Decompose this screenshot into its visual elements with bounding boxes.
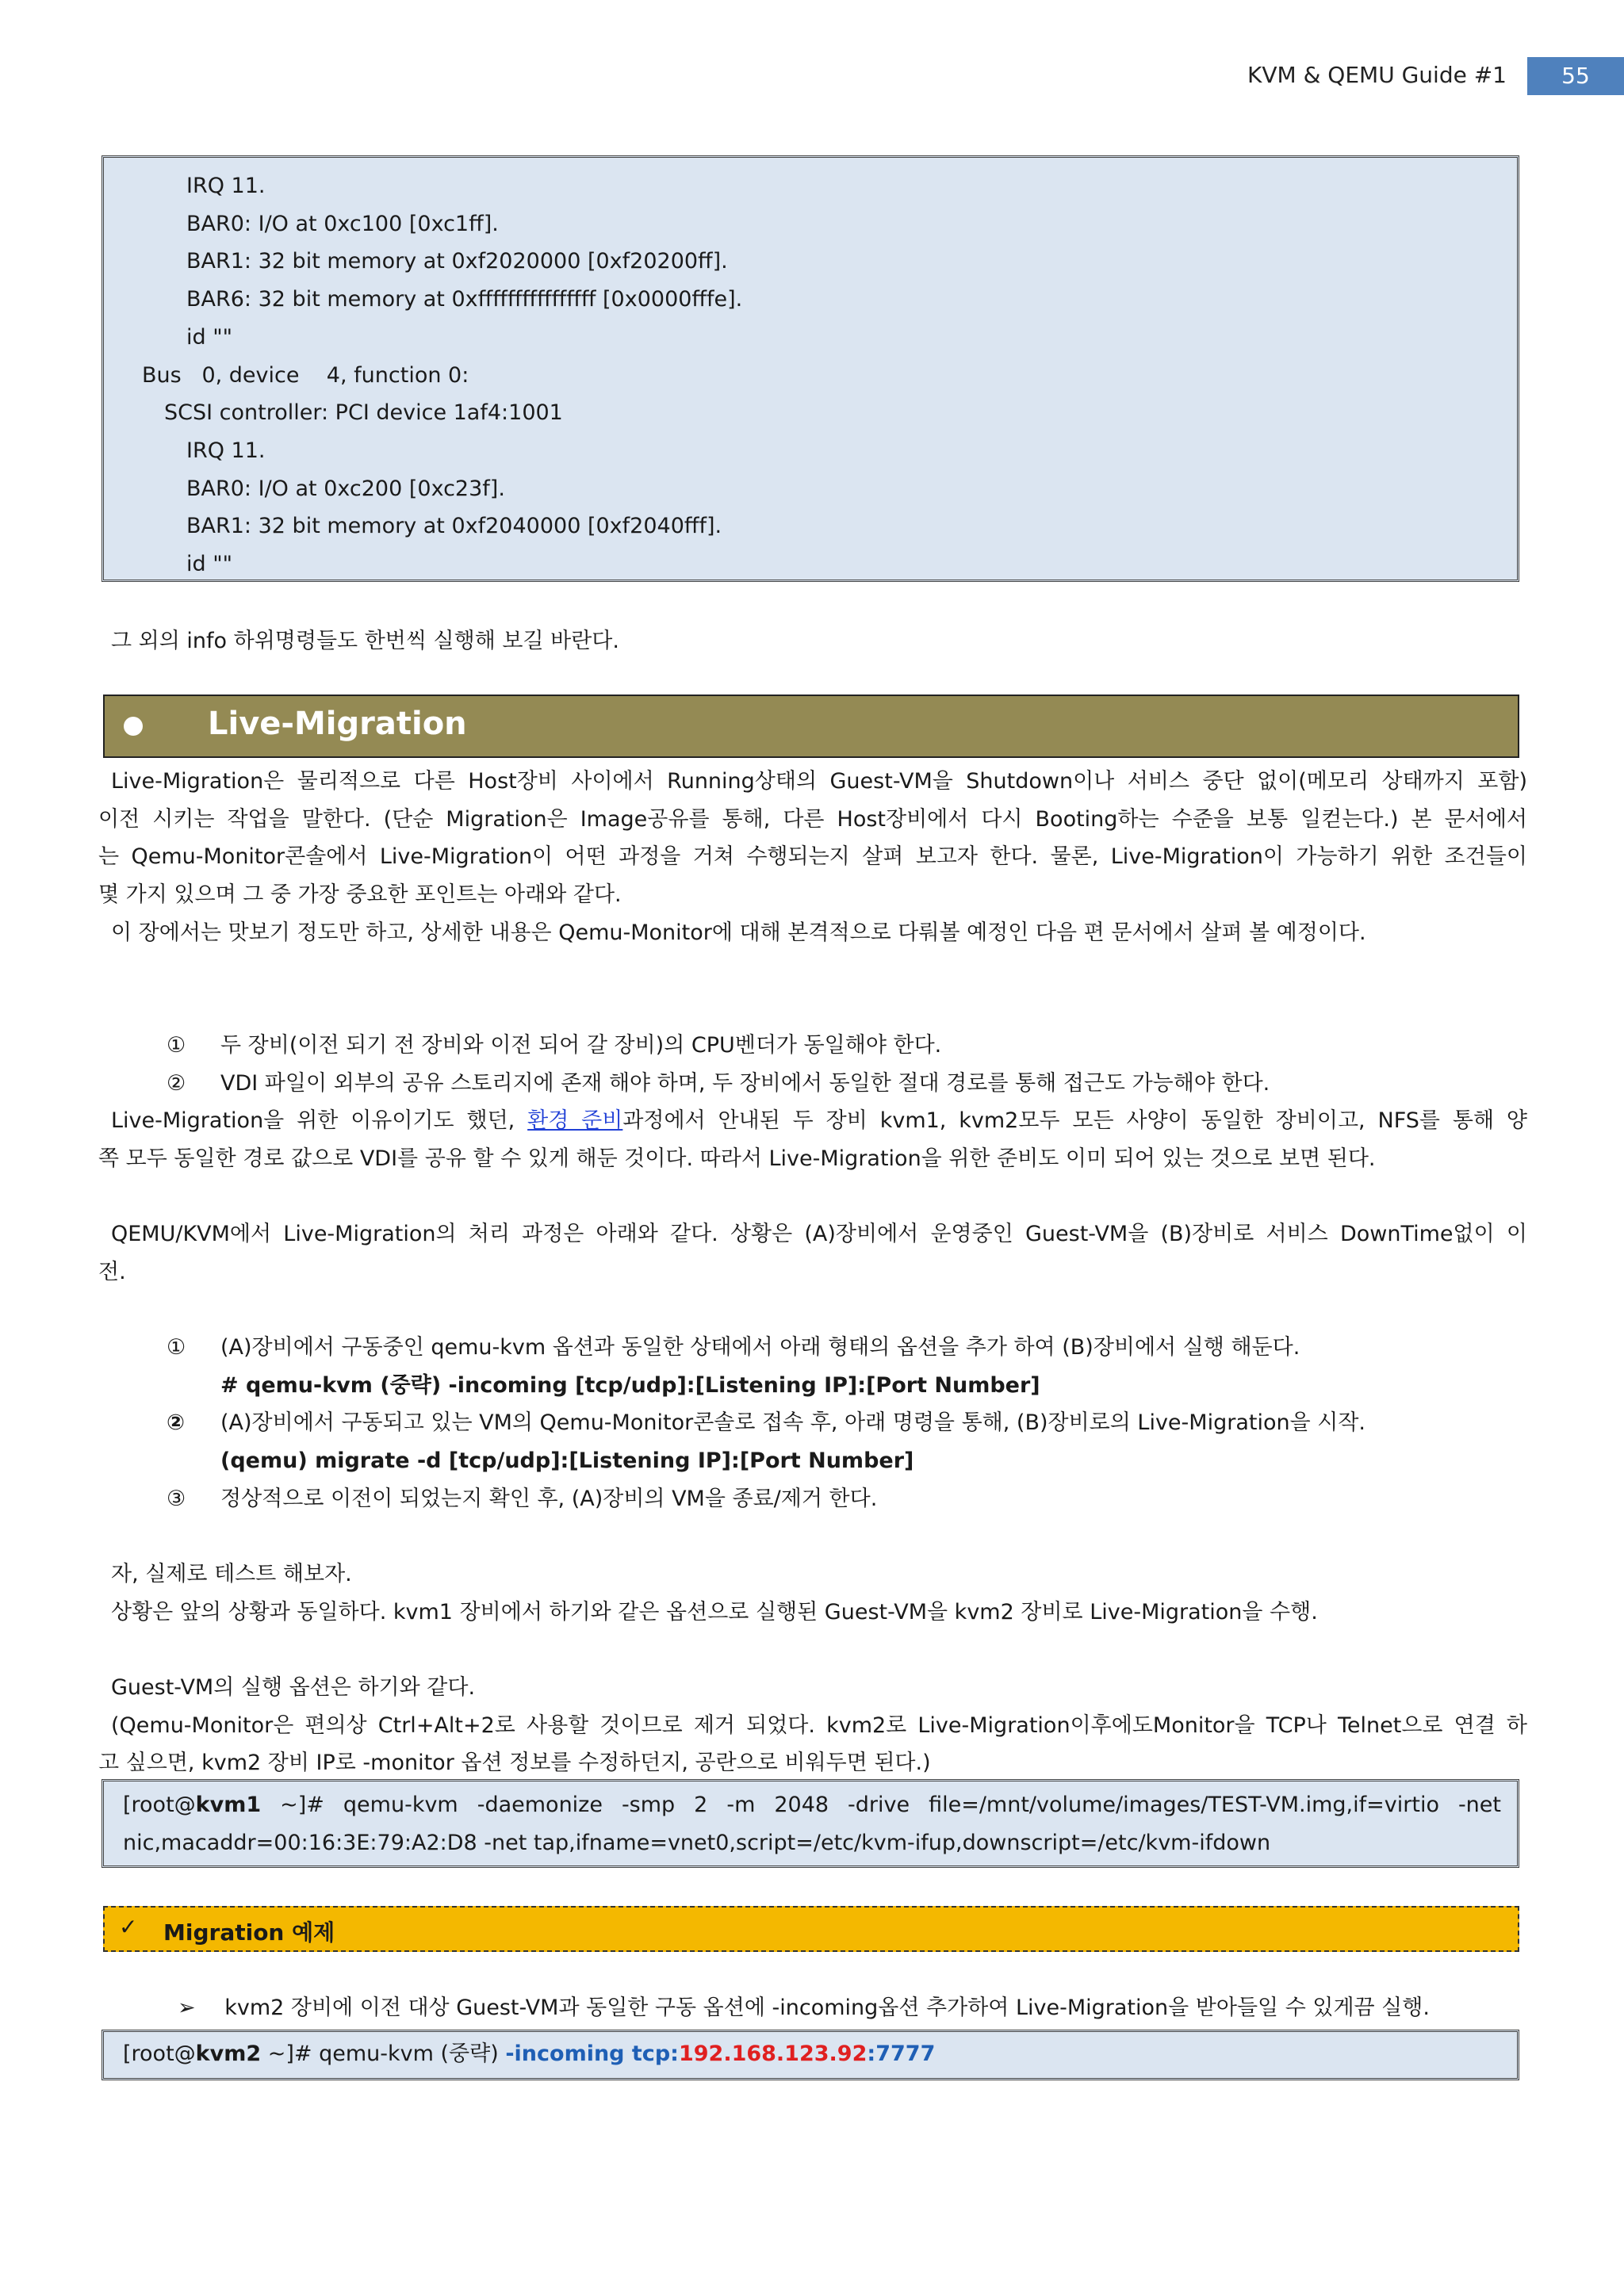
code-line: BAR1: 32 bit memory at 0xf2020000 [0xf20200ff]. xyxy=(186,249,728,274)
list-item xyxy=(98,1027,1527,1065)
host-name: kvm1 xyxy=(195,1793,262,1817)
code-line xyxy=(123,2035,1501,2073)
paragraph-line: Live-Migration은 물리적으로 다른 Host장비 사이에서 Running상태의 Guest-VM을 Shutdown이나 서비스 중단 없이(메모리 상태까지 포함) xyxy=(111,769,1527,794)
code-line: IRQ 11. xyxy=(186,438,266,463)
paragraph-line: 이 장에서는 맛보기 정도만 하고, 상세한 내용은 Qemu-Monitor에 대해 본격적으로 다뤄볼 예정인 다음 편 문서에서 살펴 볼 예정이다. xyxy=(111,920,1366,945)
code-line: SCSI controller: PCI device 1af4:1001 xyxy=(164,400,563,426)
paragraph-line: 이전 시키는 작업을 말한다. (단순 Migration은 Image공유를 통해, 다른 Host장비에서 다시 Booting하는 수준을 보통 일컫는다.) 본 문서에서 xyxy=(98,806,1527,832)
paragraph-line: Guest-VM의 실행 옵션은 하기와 같다. xyxy=(111,1675,476,1700)
paragraph-line: 몇 가지 있으며 그 중 가장 중요한 포인트는 아래와 같다. xyxy=(98,882,622,908)
page-number: 55 xyxy=(1527,57,1624,95)
code-line: nic,macaddr=00:16:3E:79:A2:D8 -net tap,ifname=vnet0,script=/etc/kvm-ifup,downscript=/etc/kvm-ifdown xyxy=(123,1830,1271,1855)
kvm1-command-block xyxy=(102,1779,1519,1868)
environment-paragraph xyxy=(98,1102,1527,1177)
bullet-dot-icon xyxy=(124,717,143,736)
item-command: # qemu-kvm (중략) -incoming [tcp/udp]:[Listening IP]:[Port Number] xyxy=(220,1372,1040,1398)
page-header xyxy=(0,57,1624,97)
item-text: 정상적으로 이전이 되었는지 확인 후, (A)장비의 VM을 종료/제거 한다. xyxy=(220,1486,878,1511)
migration-steps-list xyxy=(98,1329,1527,1518)
item-number: ② xyxy=(167,1070,186,1096)
item-number: ① xyxy=(167,1033,186,1058)
item-text: (A)장비에서 구동되고 있는 VM의 Qemu-Monitor콘솔로 접속 후, 아래 명령을 통해, (B)장비로의 Live-Migration을 시작. xyxy=(220,1410,1366,1436)
paragraph-line: 쪽 모두 동일한 경로 값으로 VDI를 공유 할 수 있게 해둔 것이다. 따라서 Live-Migration을 위한 준비도 이미 되어 있는 것으로 보면 된다. xyxy=(98,1146,1376,1171)
code-line: Bus 0, device 4, function 0: xyxy=(142,362,469,388)
item-command: (qemu) migrate -d [tcp/udp]:[Listening IP]:[Port Number] xyxy=(220,1448,914,1474)
port-number: 7777 xyxy=(875,2042,936,2066)
guest-options-paragraph xyxy=(98,1669,1527,1782)
paragraph-line: 전. xyxy=(98,1259,126,1284)
example-label: Migration 예제 xyxy=(163,1919,335,1946)
item-text: VDI 파일이 외부의 공유 스토리지에 존재 해야 하며, 두 장비에서 동일한 절대 경로를 통해 접근도 가능해야 한다. xyxy=(220,1070,1270,1096)
item-text: 두 장비(이전 되기 전 장비와 이전 되어 갈 장비)의 CPU벤더가 동일해야 한다. xyxy=(220,1033,942,1058)
prompt-suffix: ~]# xyxy=(261,1793,324,1817)
arrow-bullet-icon: ➢ xyxy=(178,1996,196,2020)
paragraph-line: 상황은 앞의 상황과 동일하다. kvm1 장비에서 하기와 같은 옵션으로 실행된 Guest-VM을 kvm2 장비로 Live-Migration을 수행. xyxy=(111,1599,1318,1624)
item-number: ① xyxy=(167,1335,186,1360)
process-paragraph xyxy=(98,1215,1527,1291)
arrow-list-item xyxy=(178,1990,1430,2021)
paragraph-line: 는 Qemu-Monitor콘솔에서 Live-Migration이 어떤 과정을 거쳐 수행되는지 살펴 보고자 한다. 물론, Live-Migration이 가능하기 위한 조건들이 xyxy=(98,844,1527,870)
list-item xyxy=(98,1404,1527,1479)
prompt-prefix: [root@ xyxy=(123,1793,196,1817)
code-line: BAR6: 32 bit memory at 0xffffffffffffffff [0x0000fffe]. xyxy=(186,287,743,312)
host-name: kvm2 xyxy=(195,2042,262,2066)
paragraph-line: 자, 실제로 테스트 해보자. xyxy=(111,1562,352,1586)
intro-paragraph xyxy=(98,622,1527,660)
header-title: KVM & QEMU Guide #1 xyxy=(1247,62,1507,88)
code-line: BAR1: 32 bit memory at 0xf2040000 [0xf2040fff]. xyxy=(186,514,722,539)
section-title: Live-Migration xyxy=(208,706,467,742)
section-heading xyxy=(103,695,1519,758)
code-line: id "" xyxy=(186,552,233,577)
conditions-list xyxy=(98,1027,1527,1102)
text-suffix: 과정에서 안내된 두 장비 kvm1, kvm2모두 모든 사양이 동일한 장비이고, NFS를 통해 양 xyxy=(622,1108,1527,1133)
text-prefix: Live-Migration을 위한 이유이기도 했던, xyxy=(111,1108,528,1133)
prompt-suffix: ~]# qemu-kvm (중략) xyxy=(261,2042,506,2066)
command-text: qemu-kvm -daemonize -smp 2 -m 2048 -drive file=/mnt/volume/images/TEST-VM.img,if=virtio -net xyxy=(343,1793,1501,1817)
check-icon: ✓ xyxy=(119,1914,138,1940)
list-item xyxy=(98,1065,1527,1103)
list-item xyxy=(98,1480,1527,1518)
pci-info-code-block xyxy=(102,155,1519,582)
code-line: BAR0: I/O at 0xc100 [0xc1ff]. xyxy=(186,211,499,236)
port-separator: : xyxy=(867,2042,876,2066)
code-line xyxy=(123,1786,1501,1824)
arrow-item-text: kvm2 장비에 이전 대상 Guest-VM과 동일한 구동 옵션에 -incoming옵션 추가하여 Live-Migration을 받아들일 수 있게끔 실행. xyxy=(224,1996,1430,2020)
test-paragraph xyxy=(98,1556,1527,1631)
item-text: (A)장비에서 구동중인 qemu-kvm 옵션과 동일한 상태에서 아래 형태의 옵션을 추가 하여 (B)장비에서 실행 해둔다. xyxy=(220,1335,1300,1360)
paragraph-line: (Qemu-Monitor은 편의상 Ctrl+Alt+2로 사용할 것이므로 제거 되었다. kvm2로 Live-Migration이후에도Monitor을 TCP나 Telnet으로 연결 하 xyxy=(111,1712,1527,1738)
list-item xyxy=(98,1329,1527,1404)
code-line: IRQ 11. xyxy=(186,174,266,198)
environment-prep-link[interactable]: 환경 준비 xyxy=(527,1108,623,1133)
prompt-prefix: [root@ xyxy=(123,2042,196,2066)
item-number: ② xyxy=(167,1410,185,1436)
code-line: id "" xyxy=(186,324,233,350)
code-line: BAR0: I/O at 0xc200 [0xc23f]. xyxy=(186,476,505,501)
paragraph-line: QEMU/KVM에서 Live-Migration의 처리 과정은 아래와 같다. 상황은 (A)장비에서 운영중인 Guest-VM을 (B)장비로 서비스 DownTime없이 이 xyxy=(111,1222,1527,1246)
example-heading-bar xyxy=(103,1906,1519,1952)
intro-line: 그 외의 info 하위명령들도 한번씩 실행해 보길 바란다. xyxy=(111,629,619,653)
ip-address: 192.168.123.92 xyxy=(678,2042,868,2066)
paragraph-line: 고 싶으면, kvm2 장비 IP로 -monitor 옵션 정보를 수정하던지, 공란으로 비워두면 된다.) xyxy=(98,1751,931,1776)
incoming-option: -incoming tcp: xyxy=(505,2042,679,2066)
paragraph-line xyxy=(98,1102,1527,1140)
item-number: ③ xyxy=(167,1486,186,1511)
live-migration-description xyxy=(98,763,1527,952)
kvm2-command-block xyxy=(102,2030,1519,2080)
